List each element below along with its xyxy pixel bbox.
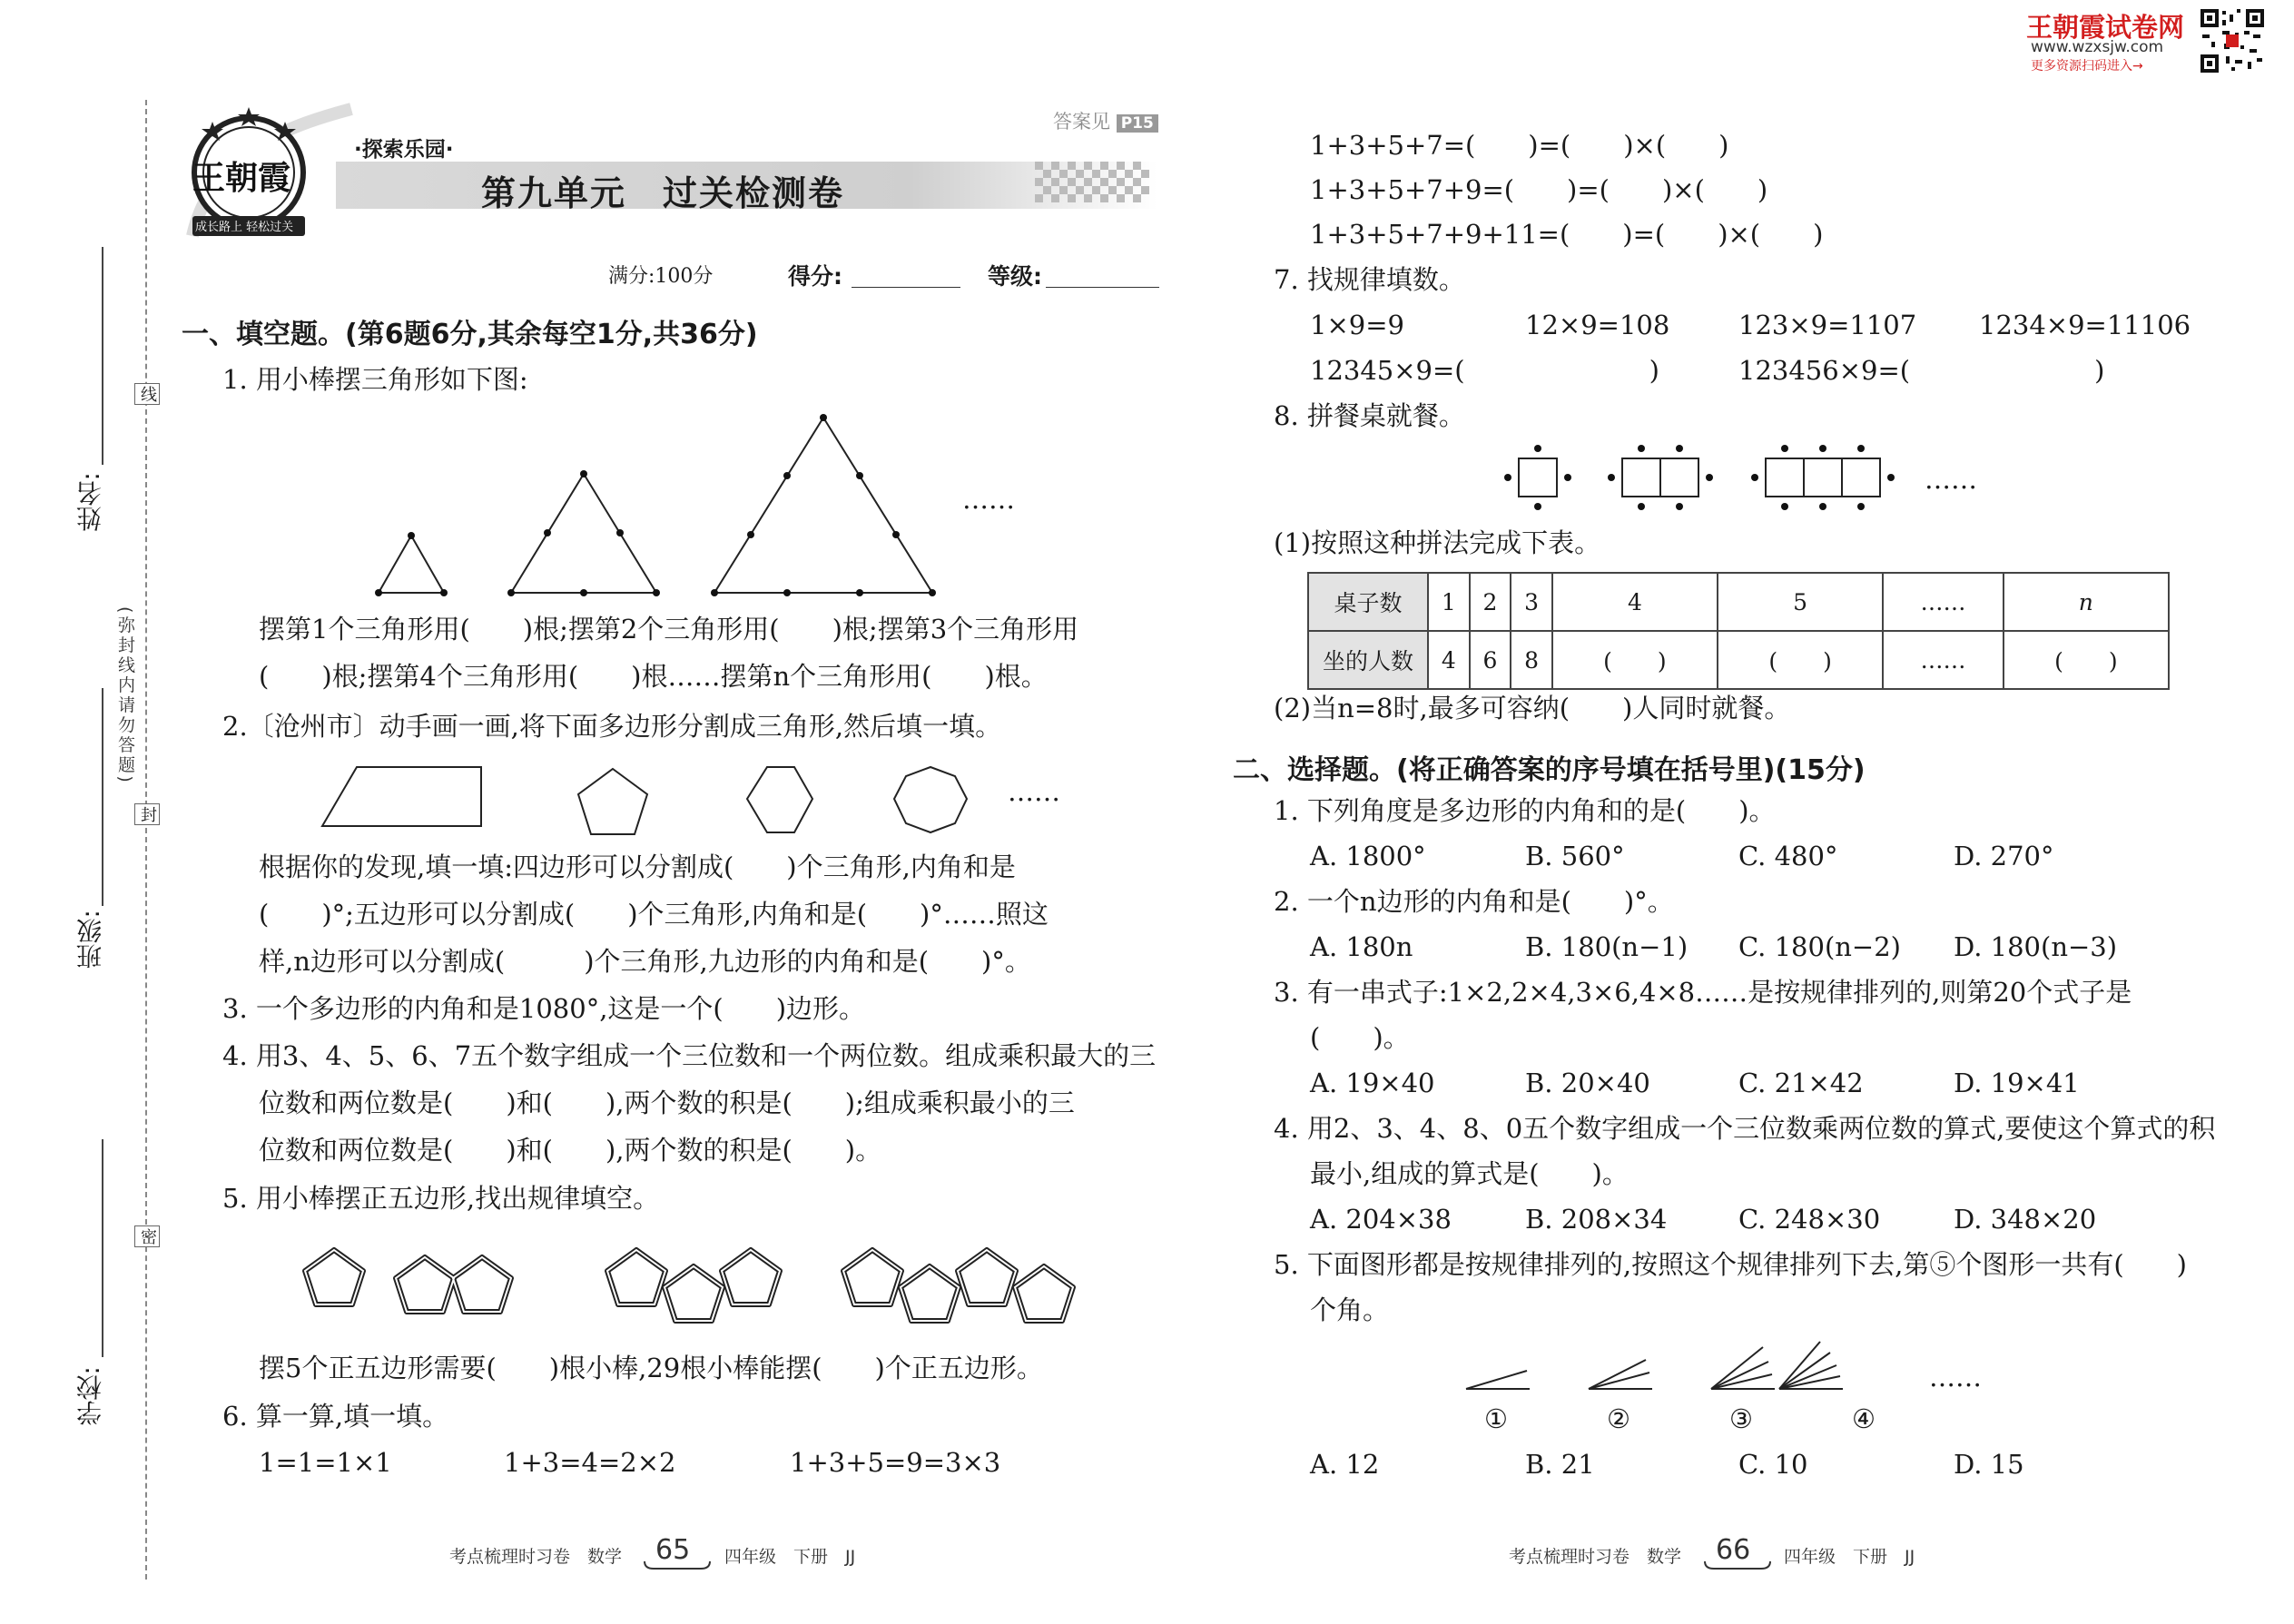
q6-eq3: 1+3+5=9=3×3 [790,1447,1001,1478]
table-cell: 4 [1428,631,1470,689]
s2-q5-dots: …… [1929,1362,1982,1393]
q6-eq2: 1+3=4=2×2 [504,1447,676,1478]
name-label: 姓名: [75,472,105,532]
s2-q4-line1: 4. 用2、3、4、8、0五个数字组成一个三位数乘两位数的算式,要使这个算式的积 [1274,1113,2216,1144]
brand-url[interactable]: www.wzxsjw.com [2031,38,2164,56]
s2-q1-option-a[interactable]: A. 1800° [1310,841,1426,871]
q6-eq5: 1+3+5+7+9=( )=( )×( ) [1310,174,1768,205]
q8-tables-figure [1502,445,1902,508]
q4-line3: 位数和两位数是( )和( ),两个数的积是( )。 [259,1135,882,1166]
q8-dots: …… [1925,464,1977,495]
table-cell-answer[interactable]: ( ) [1552,631,1718,689]
s2-q5-option-b[interactable]: B. 21 [1525,1449,1595,1480]
s2-q4-option-d[interactable]: D. 348×20 [1954,1204,2097,1235]
table-row [1308,631,2169,689]
s2-q2-stem: 2. 一个n边形的内角和是( )°。 [1274,886,1674,917]
q7-eq5: 12345×9=( ) [1310,355,1659,386]
q2-polygons-figure [322,758,1067,849]
q7-eq4: 1234×9=11106 [1979,310,2191,340]
logo-ribbon: 成长路上 轻松过关 [195,221,294,234]
q1-line2: ( )根;摆第4个三角形用( )根……摆第n个三角形用( )根。 [259,661,1048,692]
q2-line2: ( )°;五边形可以分割成( )个三角形,内角和是( )°……照这 [259,899,1049,930]
q5-title: 5. 用小棒摆正五边形,找出规律填空。 [222,1183,660,1214]
full-score: 满分:100分 [608,265,714,288]
answer-ref-label: 答案见 [1053,111,1110,133]
s2-q3-option-d[interactable]: D. 19×41 [1954,1068,2080,1098]
q7-eq6: 123456×9=( ) [1738,355,2105,386]
q7-eq2: 12×9=108 [1525,310,1670,340]
q2-title: 2.〔沧州市〕动手画一画,将下面多边形分割成三角形,然后填一填。 [222,711,1002,742]
section1-title: 一、填空题。(第6题6分,其余每空1分,共36分) [182,319,758,350]
binding-mark-seal: 封 [134,803,160,825]
grade-label: 等级: [988,263,1042,290]
q5-pentagons-figure [290,1230,1108,1334]
table-cell-answer[interactable]: ( ) [2004,631,2169,689]
table-row [1308,573,2169,631]
q6-eq6: 1+3+5+7+9+11=( )=( )×( ) [1310,219,1824,250]
table-cell: n [2004,573,2169,631]
s2-q2-option-c[interactable]: C. 180(n−2) [1738,931,1901,962]
answer-ref [1053,107,1158,134]
s2-q5-option-d[interactable]: D. 15 [1954,1449,2024,1480]
s2-q3-option-a[interactable]: A. 19×40 [1310,1068,1435,1098]
table-cell-answer[interactable]: ( ) [1718,631,1883,689]
q8-sub2: (2)当n=8时,最多可容纳( )人同时就餐。 [1274,693,1791,723]
q1-line1: 摆第1个三角形用( )根;摆第2个三角形用( )根;摆第3个三角形用 [259,614,1079,645]
s2-q3-line1: 3. 有一串式子:1×2,2×4,3×6,4×8……是按规律排列的,则第20个式子是 [1274,977,2132,1008]
q2-line1: 根据你的发现,填一填:四边形可以分割成( )个三角形,内角和是 [259,851,1016,882]
s2-q4-option-a[interactable]: A. 204×38 [1310,1204,1452,1235]
table-cell: …… [1883,573,2003,631]
footer-left-page-number: 65 [655,1534,691,1566]
school-field[interactable] [102,1139,103,1357]
header-category: ·探索乐园· [354,138,454,162]
q8-sub1: (1)按照这种拼法完成下表。 [1274,527,1601,558]
class-field[interactable] [102,688,103,906]
s2-q1-stem: 1. 下列角度是多边形的内角和的是( )。 [1274,795,1776,826]
class-label: 班级: [75,910,105,969]
grade-field[interactable] [1046,287,1159,288]
name-field[interactable] [102,247,103,465]
s2-q5-option-a[interactable]: A. 12 [1310,1449,1380,1480]
s2-q5-label-3: ③ [1729,1403,1753,1434]
s2-q2-option-b[interactable]: B. 180(n−1) [1525,931,1689,962]
s2-q1-option-c[interactable]: C. 480° [1738,841,1838,871]
footer-left-grade: 四年级 下册 JJ [724,1547,856,1567]
q7-eq3: 123×9=1107 [1738,310,1917,340]
table-cell: 6 [1470,631,1511,689]
score-label: 得分: [788,263,842,290]
s2-q4-line2: 最小,组成的算式是( )。 [1310,1158,1629,1189]
brand-site-name: 王朝霞试卷网 [2026,12,2185,43]
page-title: 第九单元 过关检测卷 [481,173,845,213]
s2-q3-line2: ( )。 [1310,1022,1410,1053]
s2-q5-label-4: ④ [1852,1403,1876,1434]
s2-q3-option-c[interactable]: C. 21×42 [1738,1068,1864,1098]
score-field[interactable] [852,287,960,288]
table-cell: 5 [1718,573,1883,631]
table-cell: 4 [1552,573,1718,631]
s2-q4-option-b[interactable]: B. 208×34 [1525,1204,1668,1235]
table-header-cell: 桌子数 [1308,573,1428,631]
q1-dots: …… [962,484,1015,515]
s2-q2-option-d[interactable]: D. 180(n−3) [1954,931,2118,962]
s2-q5-angles-figure [1462,1342,1843,1396]
school-label: 学校: [75,1366,105,1426]
q8-table [1307,572,2170,690]
q5-line1: 摆5个正五边形需要( )根小棒,29根小棒能摆( )个正五边形。 [259,1353,1043,1383]
answer-ref-page: P15 [1117,114,1158,133]
logo-text: 王朝霞 [192,159,291,197]
s2-q5-label-1: ① [1484,1403,1508,1434]
s2-q4-option-c[interactable]: C. 248×30 [1738,1204,1881,1235]
footer-right-grade: 四年级 下册 JJ [1784,1547,1915,1567]
binding-mark-secret: 密 [134,1225,160,1247]
s2-q2-option-a[interactable]: A. 180n [1310,931,1413,962]
q6-eq4: 1+3+5+7=( )=( )×( ) [1310,130,1729,161]
binding-seal-note: (弥封线内请勿答题) [115,606,135,785]
table-cell: 8 [1511,631,1552,689]
table-header-cell: 坐的人数 [1308,631,1428,689]
q8-title: 8. 拼餐桌就餐。 [1274,400,1465,431]
binding-line-dashed [145,100,147,1580]
section2-title: 二、选择题。(将正确答案的序号填在括号里)(15分) [1233,754,1866,786]
q2-line3: 样,n边形可以分割成( )个三角形,九边形的内角和是( )°。 [259,946,1031,977]
binding-mark-line: 线 [134,383,160,405]
footer-left-book: 考点梳理时习卷 数学 [449,1547,623,1567]
table-cell: 3 [1511,573,1552,631]
q1-triangles-figure [359,408,949,599]
footer-right-page-bracket [1703,1560,1772,1570]
q1-title: 1. 用小棒摆三角形如下图: [222,364,528,395]
header-checker-pattern [1035,162,1157,209]
q7-title: 7. 找规律填数。 [1274,264,1465,295]
table-cell: 2 [1470,573,1511,631]
footer-right-book: 考点梳理时习卷 数学 [1509,1547,1682,1567]
s2-q1-option-d[interactable]: D. 270° [1954,841,2054,871]
q2-dots: …… [1008,776,1060,807]
qr-code-icon[interactable] [2199,7,2266,74]
table-cell: 1 [1428,573,1470,631]
q6-eq1: 1=1=1×1 [259,1447,392,1478]
q6-title: 6. 算一算,填一填。 [222,1401,449,1432]
footer-right-page-number: 66 [1716,1534,1751,1566]
q3-line: 3. 一个多边形的内角和是1080°,这是一个( )边形。 [222,993,866,1024]
footer-left-page-bracket [643,1560,712,1570]
brand-slogan: 更多资源扫码进入→ [2031,59,2143,74]
s2-q5-label-2: ② [1607,1403,1630,1434]
q4-line1: 4. 用3、4、5、6、7五个数字组成一个三位数和一个两位数。组成乘积最大的三 [222,1040,1157,1071]
s2-q1-option-b[interactable]: B. 560° [1525,841,1625,871]
s2-q5-line2: 个角。 [1310,1294,1390,1325]
s2-q5-line1: 5. 下面图形都是按规律排列的,按照这个规律排列下去,第⑤个图形一共有( ) [1274,1249,2187,1280]
s2-q5-option-c[interactable]: C. 10 [1738,1449,1808,1480]
s2-q3-option-b[interactable]: B. 20×40 [1525,1068,1650,1098]
table-cell: …… [1883,631,2003,689]
q7-eq1: 1×9=9 [1310,310,1404,340]
q4-line2: 位数和两位数是( )和( ),两个数的积是( );组成乘积最小的三 [259,1088,1075,1118]
